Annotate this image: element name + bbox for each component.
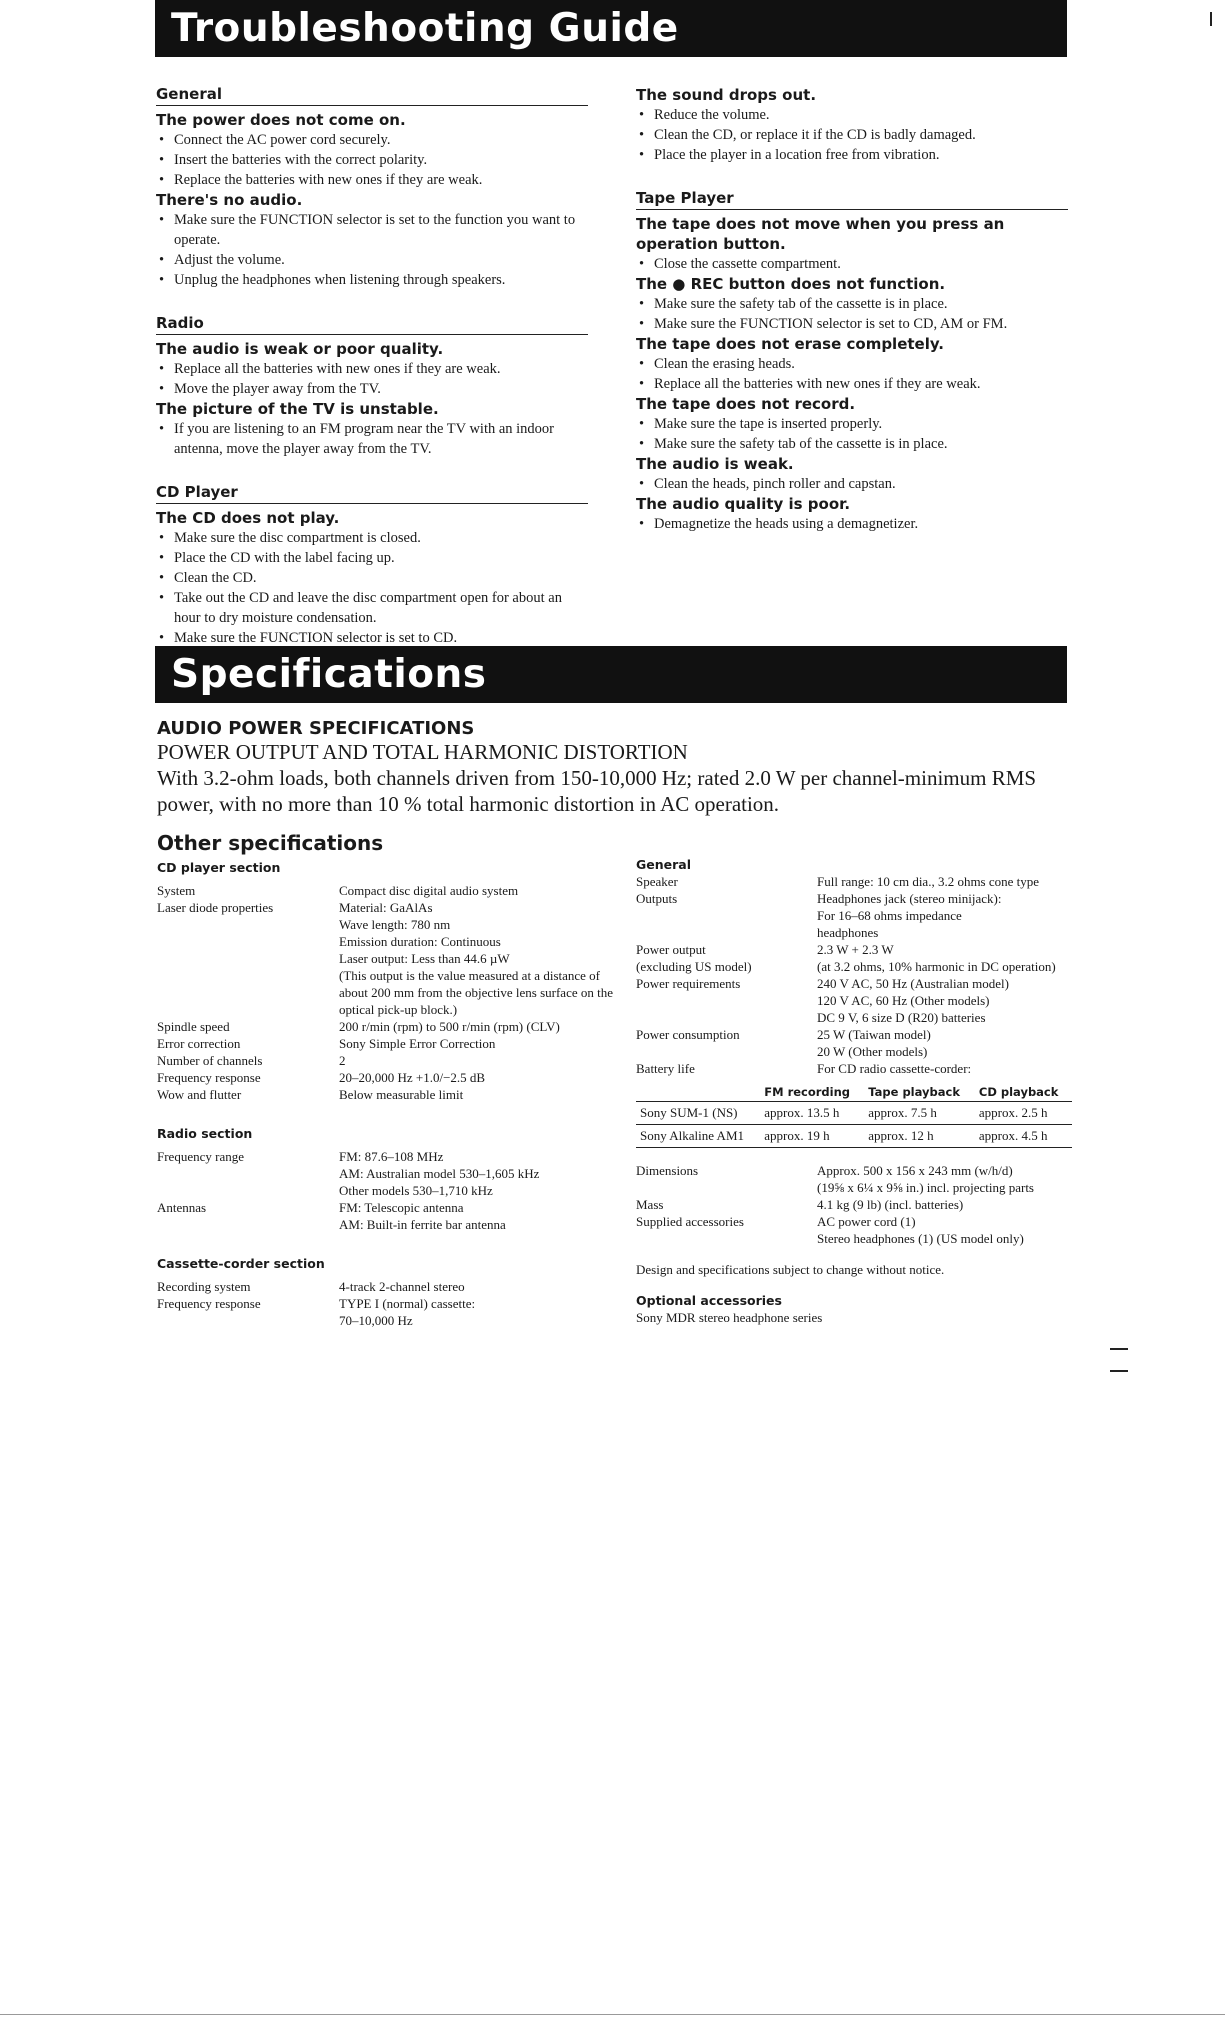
- table-header: FM recording: [764, 1085, 851, 1099]
- other-specifications-right: [636, 856, 1076, 1326]
- spec-value: Material: GaAlAs Wave length: 780 nm Emission duration: Continuous Laser output: Less than 44.6 µW (This output is the value measured at a distance of about 200 mm from the objective lens surface on the optical pick-up block.): [339, 900, 614, 1017]
- solution-item: • Adjust the volume.: [156, 250, 588, 270]
- spec-label: Dimensions: [636, 1163, 699, 1178]
- margin-mark: [1210, 12, 1212, 26]
- solution-item: • Place the CD with the label facing up.: [156, 548, 588, 568]
- spec-label: Power consumption: [636, 1027, 740, 1042]
- table-cell: approx. 7.5 h: [864, 1102, 975, 1125]
- spec-row: [157, 1052, 617, 1069]
- solution-list: [636, 354, 1068, 394]
- solution-list: [636, 514, 1068, 534]
- section-rule: [156, 503, 588, 504]
- solution-list: [156, 419, 588, 459]
- table-cell: approx. 12 h: [864, 1125, 975, 1148]
- spec-value: 2.3 W + 2.3 W (at 3.2 ohms, 10% harmonic in DC operation): [817, 942, 1056, 974]
- problem-heading: There's no audio.: [156, 191, 303, 209]
- spec-label: Antennas: [157, 1200, 207, 1215]
- problem-heading: The picture of the TV is unstable.: [156, 400, 439, 418]
- problem-heading: The CD does not play.: [156, 509, 340, 527]
- page-edge: [0, 2014, 1225, 2015]
- solution-list: [156, 130, 588, 190]
- spec-row: [157, 1035, 617, 1052]
- spec-value: Full range: 10 cm dia., 3.2 ohms cone type: [817, 874, 1040, 889]
- spec-label: Supplied accessories: [636, 1214, 744, 1229]
- spec-label: Speaker: [636, 874, 678, 889]
- table-header: CD playback: [978, 1085, 1059, 1099]
- specifications-banner: Specifications: [155, 646, 1067, 703]
- spec-label: Outputs: [636, 891, 678, 906]
- spec-label: Frequency response: [157, 1070, 261, 1085]
- spec-value: 25 W (Taiwan model) 20 W (Other models): [817, 1027, 931, 1059]
- solution-item: • Clean the CD, or replace it if the CD is badly damaged.: [636, 125, 1068, 145]
- audio-power-block: [157, 718, 1057, 817]
- spec-value: AC power cord (1) Stereo headphones (1) (US model only): [817, 1214, 1024, 1246]
- spec-row: [636, 1026, 1076, 1060]
- solution-item: • Make sure the FUNCTION selector is set to CD.: [156, 628, 588, 648]
- solution-item: • Make sure the FUNCTION selector is set to CD, AM or FM.: [636, 314, 1068, 334]
- solution-item: • Clean the heads, pinch roller and capstan.: [636, 474, 1068, 494]
- spec-label: Frequency response: [157, 1296, 261, 1311]
- problem-heading: The tape does not erase completely.: [636, 335, 944, 353]
- table-cell: Sony SUM-1 (NS): [636, 1102, 760, 1125]
- spec-row: [157, 882, 617, 899]
- other-specifications-left: [157, 831, 617, 1329]
- spec-label: Mass: [636, 1197, 664, 1212]
- table-cell: approx. 19 h: [760, 1125, 864, 1148]
- problem-heading: The tape does not record.: [636, 395, 856, 413]
- spec-label: Wow and flutter: [157, 1087, 242, 1102]
- spec-value: 20–20,000 Hz +1.0/−2.5 dB: [339, 1070, 486, 1085]
- spec-section-title: CD player section: [157, 860, 281, 875]
- problem-heading: The audio quality is poor.: [636, 495, 851, 513]
- section-rule: [156, 105, 588, 106]
- spec-section-title: Radio section: [157, 1126, 253, 1141]
- solution-list: [156, 359, 588, 399]
- section-heading: Tape Player: [636, 189, 734, 207]
- spec-label: Power requirements: [636, 976, 741, 991]
- margin-mark: [1110, 1370, 1128, 1372]
- problem-heading: The audio is weak.: [636, 455, 794, 473]
- solution-list: [636, 294, 1068, 334]
- spec-value: Approx. 500 x 156 x 243 mm (w/h/d) (19⅝ x 6¼ x 9⅝ in.) incl. projecting parts: [817, 1163, 1034, 1195]
- spec-value: FM: Telescopic antenna AM: Built-in ferrite bar antenna: [339, 1200, 506, 1232]
- table-row: [636, 1102, 1072, 1125]
- spec-value: FM: 87.6–108 MHz AM: Australian model 530–1,605 kHz Other models 530–1,710 kHz: [339, 1149, 540, 1198]
- spec-row: [157, 1148, 617, 1199]
- troubleshooting-left-column: [156, 85, 588, 648]
- solution-list: [156, 528, 588, 648]
- solution-item: • Unplug the headphones when listening through speakers.: [156, 270, 588, 290]
- table-header: Tape playback: [868, 1085, 960, 1099]
- spec-label: Power output (excluding US model): [636, 942, 752, 974]
- troubleshooting-right-column: [636, 85, 1068, 534]
- solution-item: • Close the cassette compartment.: [636, 254, 1068, 274]
- spec-value: 4-track 2-channel stereo: [339, 1279, 465, 1294]
- spec-row: [157, 1069, 617, 1086]
- spec-row: [636, 1162, 1076, 1196]
- table-row: [636, 1125, 1072, 1148]
- other-specifications-title: Other specifications: [157, 831, 384, 855]
- spec-row: [157, 1018, 617, 1035]
- spec-row: [636, 941, 1076, 975]
- spec-value: Below measurable limit: [339, 1087, 464, 1102]
- spec-row: [636, 1060, 1076, 1077]
- troubleshooting-banner: Troubleshooting Guide: [155, 0, 1067, 57]
- spec-row: [636, 1196, 1076, 1213]
- solution-item: • Make sure the safety tab of the cassette is in place.: [636, 294, 1068, 314]
- solution-item: • Make sure the tape is inserted properly.: [636, 414, 1068, 434]
- table-cell: approx. 13.5 h: [760, 1102, 864, 1125]
- solution-item: • Replace all the batteries with new ones if they are weak.: [636, 374, 1068, 394]
- optional-accessories-text: Sony MDR stereo headphone series: [636, 1310, 823, 1325]
- solution-item: • Insert the batteries with the correct polarity.: [156, 150, 588, 170]
- audio-power-title: AUDIO POWER SPECIFICATIONS: [157, 718, 475, 739]
- problem-heading: The audio is weak or poor quality.: [156, 340, 444, 358]
- solution-item: • Replace all the batteries with new ones if they are weak.: [156, 359, 588, 379]
- solution-item: • If you are listening to an FM program near the TV with an indoor antenna, move the player away from the TV.: [156, 419, 588, 459]
- solution-list: [156, 210, 588, 290]
- spec-value: 4.1 kg (9 lb) (incl. batteries): [817, 1197, 964, 1212]
- spec-row: [157, 1295, 617, 1329]
- table-cell: approx. 2.5 h: [975, 1102, 1072, 1125]
- spec-row: [636, 975, 1076, 1026]
- table-cell: Sony Alkaline AM1: [636, 1125, 760, 1148]
- optional-accessories-title: Optional accessories: [636, 1293, 782, 1308]
- spec-value: Sony Simple Error Correction: [339, 1036, 496, 1051]
- spec-row: [636, 890, 1076, 941]
- battery-life-table: [636, 1083, 1072, 1148]
- solution-item: • Take out the CD and leave the disc compartment open for about an hour to dry moisture condensation.: [156, 588, 588, 628]
- problem-heading: The tape does not move when you press an operation button.: [636, 215, 1005, 253]
- spec-value: 2: [339, 1053, 346, 1068]
- spec-value: Headphones jack (stereo minijack): For 16–68 ohms impedance headphones: [817, 891, 1002, 940]
- margin-mark: [1110, 1348, 1128, 1350]
- solution-list: [636, 254, 1068, 274]
- design-note: Design and specifications subject to change without notice.: [636, 1262, 945, 1277]
- solution-item: • Clean the CD.: [156, 568, 588, 588]
- spec-row: [157, 899, 617, 1018]
- spec-value: Compact disc digital audio system: [339, 883, 519, 898]
- spec-label: Recording system: [157, 1279, 251, 1294]
- spec-label: Number of channels: [157, 1053, 263, 1068]
- audio-power-subtitle: POWER OUTPUT AND TOTAL HARMONIC DISTORTION: [157, 740, 688, 764]
- solution-item: • Place the player in a location free from vibration.: [636, 145, 1068, 165]
- solution-item: • Clean the erasing heads.: [636, 354, 1068, 374]
- section-heading: General: [156, 85, 222, 103]
- problem-heading: The ● REC button does not function.: [636, 275, 946, 293]
- problem-heading: The sound drops out.: [636, 86, 817, 104]
- spec-label: Frequency range: [157, 1149, 244, 1164]
- spec-label: System: [157, 883, 196, 898]
- audio-power-text: With 3.2-ohm loads, both channels driven from 150-10,000 Hz; rated 2.0 W per channel-minimum RMS power, with no more than 10 % total harmonic distortion in AC operation.: [157, 766, 1037, 816]
- spec-row: [157, 1199, 617, 1233]
- solution-item: • Move the player away from the TV.: [156, 379, 588, 399]
- section-rule: [636, 209, 1068, 210]
- spec-value: For CD radio cassette-corder:: [817, 1061, 972, 1076]
- spec-label: Laser diode properties: [157, 900, 274, 915]
- spec-row: [636, 1213, 1076, 1247]
- spec-label: Battery life: [636, 1061, 695, 1076]
- solution-item: • Connect the AC power cord securely.: [156, 130, 588, 150]
- spec-label: Error correction: [157, 1036, 241, 1051]
- solution-item: • Make sure the safety tab of the cassette is in place.: [636, 434, 1068, 454]
- spec-value: 240 V AC, 50 Hz (Australian model) 120 V AC, 60 Hz (Other models) DC 9 V, 6 size D (R20) batteries: [817, 976, 1009, 1025]
- solution-list: [636, 414, 1068, 454]
- spec-label: Spindle speed: [157, 1019, 230, 1034]
- table-cell: approx. 4.5 h: [975, 1125, 1072, 1148]
- table-header: [636, 1083, 760, 1102]
- solution-item: • Demagnetize the heads using a demagnetizer.: [636, 514, 1068, 534]
- spec-row: [157, 1086, 617, 1103]
- solution-list: [636, 474, 1068, 494]
- solution-item: • Replace the batteries with new ones if they are weak.: [156, 170, 588, 190]
- problem-heading: The power does not come on.: [156, 111, 406, 129]
- section-heading: CD Player: [156, 483, 238, 501]
- spec-row: [636, 873, 1076, 890]
- spec-row: [157, 1278, 617, 1295]
- solution-item: • Reduce the volume.: [636, 105, 1068, 125]
- section-heading: Radio: [156, 314, 204, 332]
- spec-value: 200 r/min (rpm) to 500 r/min (rpm) (CLV): [339, 1019, 560, 1034]
- section-rule: [156, 334, 588, 335]
- solution-item: • Make sure the disc compartment is closed.: [156, 528, 588, 548]
- spec-section-title: Cassette-corder section: [157, 1256, 325, 1271]
- general-section-title: General: [636, 857, 691, 872]
- solution-list: [636, 105, 1068, 165]
- solution-item: • Make sure the FUNCTION selector is set to the function you want to operate.: [156, 210, 588, 250]
- spec-value: TYPE I (normal) cassette: 70–10,000 Hz: [339, 1296, 476, 1328]
